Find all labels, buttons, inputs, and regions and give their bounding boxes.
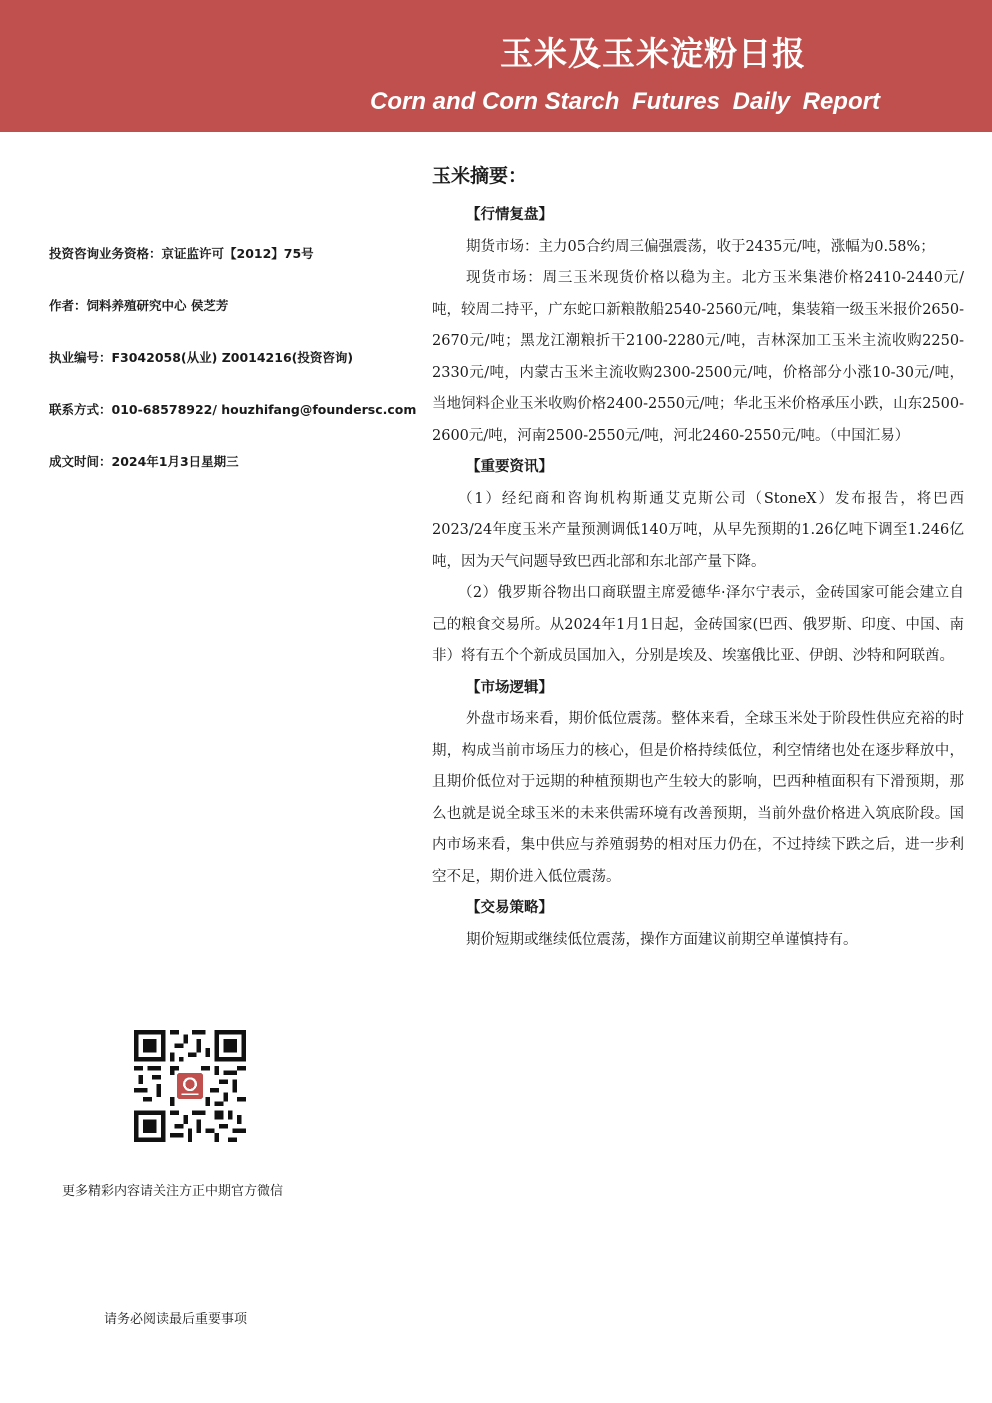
qualification-line: 投资咨询业务资格：京证监许可【2012】75号 xyxy=(49,246,314,261)
section-heading-logic: 【市场逻辑】 xyxy=(466,679,553,696)
title-en-word: Daily xyxy=(732,88,790,115)
title-en-word: Corn and Corn Starch xyxy=(370,88,620,115)
footer-note: 请务必阅读最后重要事项 xyxy=(104,1312,248,1327)
title-en-word: Futures xyxy=(631,88,720,115)
paragraph-futures-market: 期货市场：主力05合约周三偏强震荡，收于2435元/吨，涨幅为0.58%； xyxy=(466,238,935,255)
paragraph-news-1: （1）经纪商和咨询机构斯通艾克斯公司（StoneX）发布报告，将巴西2023/24年度玉米产量预测调低140万吨，从早先预期的1.26亿吨下调至1.246亿吨，因为天气问题导致巴西北部和东北部产量下降。 xyxy=(432,490,964,570)
qr-caption: 更多精彩内容请关注方正中期官方微信 xyxy=(62,1184,284,1199)
section-heading-news: 【重要资讯】 xyxy=(466,459,553,475)
paragraph-news-2: （2）俄罗斯谷物出口商联盟主席爱德华·泽尔宁表示，金砖国家可能会建立自己的粮食交易所。从2024年1月1日起，金砖国家(巴西、俄罗斯、印度、中国、南非）将有五个个新成员国加入，分别是埃及、埃塞俄比亚、伊朗、沙特和阿联酋。 xyxy=(432,585,964,664)
title-en-word: Report xyxy=(802,88,880,115)
author-line: 作者：饲料养殖研究中心 侯芝芳 xyxy=(49,298,229,313)
report-header xyxy=(0,0,992,132)
report-title-en xyxy=(370,88,880,116)
author-info-panel xyxy=(49,246,429,506)
qr-code-icon xyxy=(134,1030,246,1142)
section-heading-review: 【行情复盘】 xyxy=(466,207,553,223)
section-heading-strategy: 【交易策略】 xyxy=(466,900,553,916)
contact-line[interactable]: 联系方式：010-68578922/ houzhifang@foundersc.com xyxy=(49,402,417,417)
license-line: 执业编号：F3042058(从业) Z0014216(投资咨询) xyxy=(49,350,354,365)
paragraph-market-logic: 外盘市场来看，期价低位震荡。整体来看，全球玉米处于阶段性供应充裕的时期，构成当前市场压力的核心，但是价格持续低位，利空情绪也处在逐步释放中，且期价低位对于远期的种植预期也产生较大的影响，巴西种植面积有下滑预期，那么也就是说全球玉米的未来供需环境有改善预期，当前外盘价格进入筑底阶段。国内市场来看，集中供应与养殖弱势的相对压力仍在，不过持续下跌之后，进一步利空不足，期价进入低位震荡。 xyxy=(432,711,964,885)
report-title-cn: 玉米及玉米淀粉日报 xyxy=(500,34,806,73)
paragraph-trading-strategy: 期价短期或继续低位震荡，操作方面建议前期空单谨慎持有。 xyxy=(466,931,858,948)
corn-summary xyxy=(432,160,964,956)
paragraph-spot-market: 现货市场：周三玉米现货价格以稳为主。北方玉米集港价格2410-2440元/吨，较周二持平，广东蛇口新粮散船2540-2560元/吨，集装箱一级玉米报价2650-2670元/吨；黑龙江潮粮折干2100-2280元/吨，吉林深加工玉米主流收购2250-2330元/吨，内蒙古玉米主流收购2300-2500元/吨，价格部分小涨10-30元/吨，当地饲料企业玉米收购价格2400-2550元/吨；华北玉米价格承压小跌，山东2500-2600元/吨，河南2500-2550元/吨，河北2460-2550元/吨。（中国汇易） xyxy=(432,270,964,444)
date-line: 成文时间：2024年1月3日星期三 xyxy=(49,454,239,469)
summary-title: 玉米摘要： xyxy=(432,165,528,187)
